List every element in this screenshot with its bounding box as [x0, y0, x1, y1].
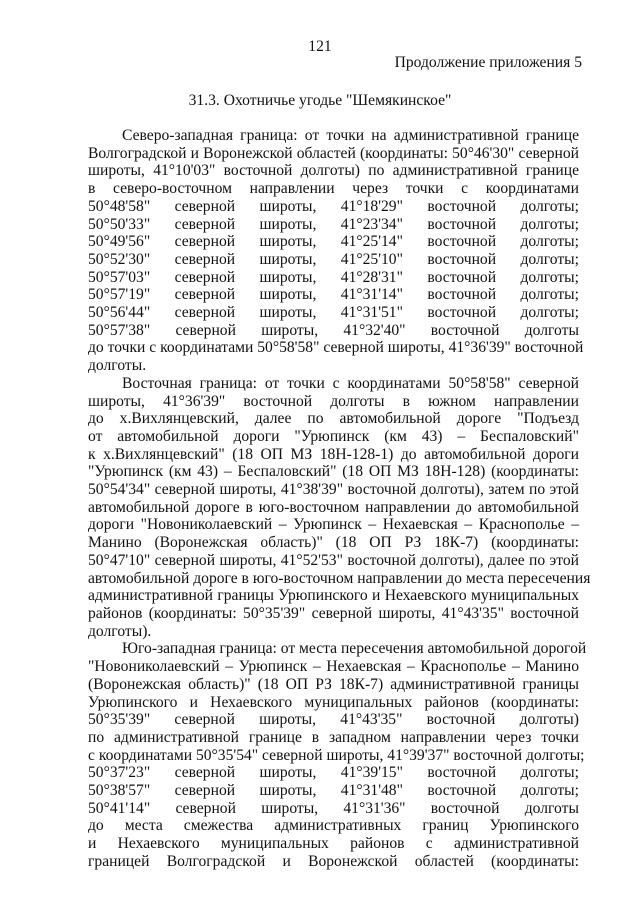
text-line: 50°47'10" северной широты, 41°52'53" восточной долготы), далее по этой [88, 551, 579, 569]
text-line: от автомобильной дороги "Урюпинск (км 43) – Беспаловский" [88, 427, 579, 445]
text-line: в северо-восточном направлении через точки с координатами [88, 180, 579, 198]
text-line: широты, 41°36'39" восточной долготы в южном направлении [88, 392, 579, 410]
coordinate-row: 50°41'14" северной широты, 41°31'36" восточной долготы [88, 799, 579, 817]
coordinate-row: 50°57'03" северной широты, 41°28'31" восточной долготы; [88, 268, 579, 286]
text-line: Северо-западная граница: от точки на административной границе [122, 127, 579, 144]
text-line: Манино (Воронежская область)" (18 ОП РЗ 18К-7) (координаты: [88, 534, 579, 552]
coordinate-row: 50°56'44" северной широты, 41°31'51" восточной долготы; [88, 304, 579, 322]
text-line: с координатами 50°35'54" северной широты, 41°39'37" восточной долготы; [88, 746, 585, 764]
text-line: и Нехаевского муниципальных районов с административной [88, 835, 579, 853]
text-line: административной границы Урюпинского и Нехаевского муниципальных [88, 587, 579, 605]
east-boundary-paragraph [88, 374, 591, 641]
text-line: "Новониколаевский – Урюпинск – Нехаевская – Краснополье – Манино [88, 658, 579, 676]
appendix-continuation: Продолжение приложения 5 [394, 54, 582, 71]
text-line: районов (координаты: 50°35'39" северной широты, 41°43'35" восточной [88, 604, 579, 622]
coordinate-row: 50°49'56" северной широты, 41°25'14" восточной долготы; [88, 233, 579, 251]
text-line: Юго-западная граница: от места пересечения автомобильной дорогой [122, 640, 587, 658]
document-body [88, 127, 591, 871]
text-line: до места смежества административных границ Урюпинского [88, 817, 579, 835]
text-line: долготы). [88, 622, 152, 640]
text-line: (Воронежская область)" (18 ОП РЗ 18К-7) административной границы [88, 675, 579, 693]
section-title: 31.3. Охотничье угодье "Шемякинское" [188, 92, 452, 109]
coordinate-row: 50°35'39" северной широты, 41°43'35" восточной долготы) [88, 711, 579, 729]
coordinate-row: 50°37'23" северной широты, 41°39'15" восточной долготы; [88, 764, 579, 782]
text-line: к х.Вихлянцевский" (18 ОП МЗ 18Н-128-1) до автомобильной дороги [88, 445, 579, 463]
text-line: границей Волгоградской и Воронежской областей (координаты: [88, 852, 579, 870]
text-line: дороги "Новониколаевский – Урюпинск – Нехаевская – Краснополье – [88, 516, 579, 534]
text-line: Урюпинского и Нехаевского муниципальных районов (координаты: [88, 693, 579, 711]
page-number: 121 [308, 38, 332, 55]
coordinate-row: 50°57'19" северной широты, 41°31'14" восточной долготы; [88, 286, 579, 304]
text-line: Восточная граница: от точки с координатами 50°58'58" северной [122, 374, 579, 392]
text-line: автомобильной дороге в юго-восточном направлении до автомобильной [88, 498, 579, 516]
text-line: Волгоградской и Воронежской областей (координаты: 50°46'30" северной [88, 144, 579, 162]
text-line: "Урюпинск (км 43) – Беспаловский" (18 ОП МЗ 18Н-128) (координаты: [88, 463, 579, 481]
coordinate-row: 50°52'30" северной широты, 41°25'10" восточной долготы; [88, 250, 579, 268]
northwest-boundary-paragraph [88, 127, 584, 375]
coordinate-row: 50°50'33" северной широты, 41°23'34" восточной долготы; [88, 215, 579, 233]
text-line: долготы. [88, 357, 147, 375]
text-line: до х.Вихлянцевский, далее по автомобильной дороге "Подъезд [88, 410, 579, 428]
text-line: по административной границе в западном направлении через точки [88, 728, 579, 746]
text-line: 50°54'34" северной широты, 41°38'39" восточной долготы), затем по этой [88, 481, 579, 499]
coordinate-row: 50°38'57" северной широты, 41°31'48" восточной долготы; [88, 782, 579, 800]
text-line: до точки с координатами 50°58'58" северной широты, 41°36'39" восточной [88, 339, 584, 357]
coordinate-row: 50°48'58" северной широты, 41°18'29" восточной долготы; [88, 197, 579, 215]
southwest-boundary-paragraph [88, 640, 587, 870]
coordinate-row: 50°57'38" северной широты, 41°32'40" восточной долготы [88, 321, 579, 339]
text-line: широты, 41°10'03" восточной долготы) по административной границе [88, 162, 579, 180]
text-line: автомобильной дороге в юго-восточном направлении до места пересечения [88, 569, 591, 587]
